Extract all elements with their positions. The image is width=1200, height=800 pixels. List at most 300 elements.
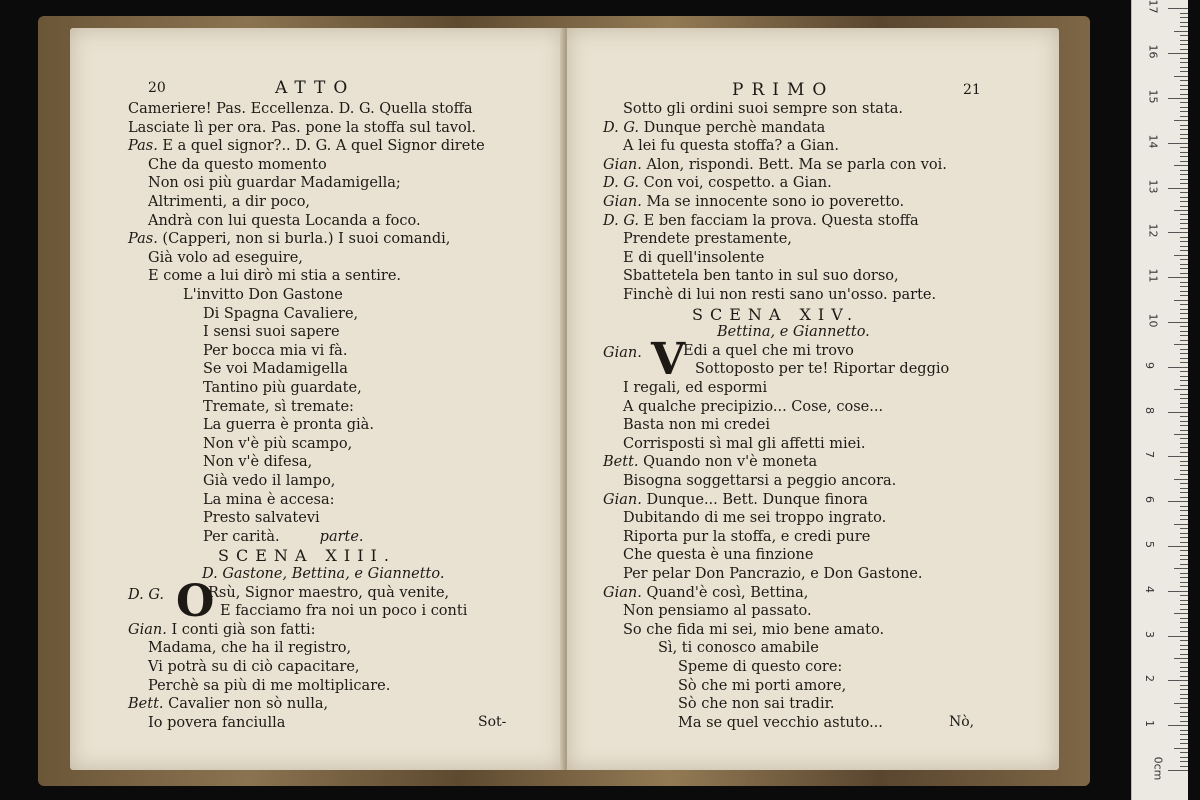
verse-line	[128, 695, 328, 713]
ruler-tick	[1168, 501, 1188, 502]
ruler-tick	[1180, 13, 1188, 14]
verse-text: Ma se innocente sono io poveretto.	[646, 194, 905, 210]
ruler-tick	[1174, 613, 1188, 614]
ruler-tick	[1180, 716, 1188, 717]
verse-line	[203, 509, 320, 527]
ruler-tick	[1180, 273, 1188, 274]
ruler-label: 5	[1143, 541, 1156, 548]
ruler-tick	[1180, 604, 1188, 605]
verse-line	[128, 100, 473, 118]
ruler-tick	[1180, 627, 1188, 628]
verse-line	[203, 416, 374, 434]
verse-line	[603, 491, 868, 509]
verse-line	[603, 174, 832, 192]
ruler-label: 11	[1146, 268, 1160, 283]
verse-line	[623, 546, 813, 564]
ruler-tick	[1180, 22, 1188, 23]
verse-line	[623, 100, 903, 118]
verse-text: Non v'è difesa,	[203, 454, 313, 471]
verse-line	[203, 491, 335, 509]
scene-characters: D. Gastone, Bettina, e Giannetto.	[202, 566, 445, 582]
ruler-tick	[1180, 89, 1188, 90]
verse-line	[603, 212, 919, 230]
verse-line: E facciamo fra noi un poco i conti	[220, 603, 468, 620]
verse-text: I conti già son fatti:	[171, 621, 316, 638]
speaker-label: Bett.	[128, 696, 169, 713]
ruler-tick	[1180, 519, 1188, 520]
ruler-tick	[1180, 44, 1188, 45]
ruler-tick	[1180, 358, 1188, 359]
verse-line	[623, 435, 865, 453]
running-head: ATTO	[275, 78, 356, 98]
verse-line	[603, 119, 825, 137]
verse-text: Dubitando di me sei troppo ingrato.	[623, 510, 887, 527]
ruler-tick	[1168, 8, 1188, 9]
ruler-tick	[1180, 237, 1188, 238]
verse-text: Già vedo il lampo,	[203, 473, 336, 489]
ruler-tick	[1180, 241, 1188, 242]
ruler-tick	[1180, 649, 1188, 650]
ruler-tick	[1180, 515, 1188, 516]
ruler-tick	[1168, 143, 1188, 144]
speaker-label: Bett.	[603, 454, 644, 471]
ruler-tick	[1180, 470, 1188, 471]
verse-line	[148, 677, 390, 695]
ruler-tick	[1180, 192, 1188, 193]
ruler-tick	[1180, 282, 1188, 283]
ruler-tick	[1180, 116, 1188, 117]
verse-text: Dunque perchè mandata	[643, 119, 826, 136]
ruler-label: 3	[1143, 630, 1156, 638]
ruler-tick	[1180, 102, 1188, 103]
ruler-label: 4	[1143, 585, 1156, 593]
verse-text: Alon, rispondi. Bett. Ma se parla con voi.	[646, 156, 947, 173]
ruler-tick	[1174, 76, 1188, 77]
verse-text: Già volo ad eseguire,	[148, 249, 303, 266]
verse-text: Non pensiamo al passato.	[623, 603, 812, 620]
ruler-tick	[1180, 380, 1188, 381]
speaker-label: Gian.	[603, 156, 647, 173]
verse-text: So che fida mi sei, mio bene amato.	[623, 621, 885, 638]
verse-line	[623, 416, 770, 434]
verse-line: Edi a quel che mi trovo	[683, 342, 854, 359]
verse-line	[623, 472, 896, 490]
ruler-label: 17	[1146, 0, 1160, 14]
verse-line	[128, 137, 485, 155]
ruler-tick	[1180, 730, 1188, 731]
verse-text: Non v'è più scampo,	[203, 435, 353, 452]
verse-text: Quando non v'è moneta	[643, 454, 818, 471]
ruler-tick	[1180, 58, 1188, 59]
ruler-tick	[1180, 407, 1188, 408]
verse-text: A lei fu questa stoffa? a Gian.	[623, 138, 839, 155]
ruler-tick	[1180, 129, 1188, 130]
ruler-tick	[1180, 537, 1188, 538]
ruler-tick	[1180, 228, 1188, 229]
ruler-tick	[1180, 67, 1188, 68]
verse-text: Sò che non sai tradir.	[678, 696, 835, 713]
ruler-tick	[1180, 125, 1188, 126]
ruler-tick	[1168, 367, 1188, 368]
verse-text: L'invitto Don Gastone	[183, 287, 343, 303]
ruler-tick	[1168, 232, 1188, 233]
ruler-label: 8	[1143, 406, 1156, 414]
verse-text: Che da questo momento	[148, 156, 327, 173]
ruler-tick	[1180, 156, 1188, 157]
verse-text: E ben facciam la prova. Questa stoffa	[643, 212, 919, 229]
ruler-tick	[1180, 398, 1188, 399]
ruler-tick	[1180, 443, 1188, 444]
ruler-label: 7	[1143, 451, 1156, 459]
ruler-tick	[1180, 573, 1188, 574]
verse-text: E come a lui dirò mi stia a sentire.	[148, 268, 402, 285]
ruler-tick	[1180, 528, 1188, 529]
ruler-tick	[1180, 161, 1188, 162]
verse-line: Sottoposto per te! Riportar deggio	[695, 361, 950, 378]
ruler-tick	[1180, 219, 1188, 220]
ruler-tick	[1174, 658, 1188, 659]
verse-text: Prendete prestamente,	[623, 231, 792, 248]
ruler-tick	[1180, 671, 1188, 672]
ruler-tick	[1180, 80, 1188, 81]
ruler-tick	[1180, 152, 1188, 153]
verse-line	[148, 212, 421, 230]
verse-text: Io povera fanciulla	[148, 714, 286, 731]
verse-text: La guerra è pronta già.	[203, 417, 374, 434]
verse-text: Altrimenti, a dir poco,	[148, 194, 311, 210]
ruler-tick	[1180, 250, 1188, 251]
verse-line	[623, 230, 792, 248]
ruler-tick	[1180, 425, 1188, 426]
ruler-tick	[1180, 510, 1188, 511]
verse-text: Cavalier non sò nulla,	[168, 696, 329, 713]
ruler-label: 6	[1143, 496, 1156, 504]
ruler-tick	[1180, 662, 1188, 663]
verse-text: Corrisposti sì mal gli affetti miei.	[623, 435, 866, 452]
verse-line	[623, 249, 764, 267]
ruler-label: 14	[1146, 134, 1160, 149]
ruler-label: 15	[1146, 89, 1160, 104]
ruler-tick	[1180, 223, 1188, 224]
speaker-label: Gian.	[128, 621, 172, 638]
page-number: 21	[963, 82, 981, 98]
ruler-tick	[1180, 667, 1188, 668]
ruler-tick	[1180, 326, 1188, 327]
ruler-tick	[1168, 188, 1188, 189]
verse-text: A qualche precipizio... Cose, cose...	[623, 398, 884, 415]
ruler-tick	[1180, 452, 1188, 453]
verse-line	[148, 249, 303, 267]
ruler-tick	[1180, 335, 1188, 336]
ruler-tick	[1180, 743, 1188, 744]
verse-text: Bisogna soggettarsi a peggio ancora.	[623, 473, 897, 489]
verse-text: Lasciate lì per ora. Pas. pone la stoffa sul tavol.	[128, 119, 477, 136]
ruler-tick	[1180, 542, 1188, 543]
verse-text: Per carità.	[203, 528, 280, 545]
ruler-tick	[1180, 698, 1188, 699]
verse-line	[603, 193, 904, 211]
ruler-label: 0cm	[1151, 756, 1165, 781]
ruler-tick	[1180, 259, 1188, 260]
verse-line	[203, 379, 362, 397]
verse-line	[203, 472, 335, 490]
ruler-tick	[1180, 385, 1188, 386]
drop-cap: V	[651, 333, 686, 385]
speaker-label: Gian.	[603, 584, 647, 601]
ruler-tick	[1180, 752, 1188, 753]
verse-line	[148, 658, 360, 676]
ruler-tick	[1180, 40, 1188, 41]
ruler-tick	[1174, 568, 1188, 569]
ruler-tick	[1174, 434, 1188, 435]
ruler-tick	[1180, 71, 1188, 72]
ruler-tick	[1180, 550, 1188, 551]
speaker-label: Pas.	[128, 231, 163, 248]
speaker-label: D. G.	[603, 119, 644, 136]
scene-title: SCENA XIV.	[692, 304, 860, 324]
verse-line	[603, 453, 817, 471]
ruler-label: 12	[1146, 223, 1160, 238]
ruler-tick	[1180, 447, 1188, 448]
ruler-tick	[1180, 349, 1188, 350]
ruler-tick	[1180, 483, 1188, 484]
ruler-tick	[1168, 412, 1188, 413]
verse-line	[623, 509, 886, 527]
measuring-ruler	[1131, 0, 1188, 800]
ruler-tick	[1180, 712, 1188, 713]
verse-line	[203, 398, 354, 416]
ruler-tick	[1174, 748, 1188, 749]
verse-line	[678, 658, 842, 676]
verse-text: Ma se quel vecchio astuto...	[678, 714, 883, 731]
verse-text: Di Spagna Cavaliere,	[203, 305, 359, 322]
ruler-tick	[1180, 707, 1188, 708]
ruler-tick	[1180, 170, 1188, 171]
ruler-tick	[1180, 559, 1188, 560]
verse-text: Presto salvatevi	[203, 510, 320, 527]
ruler-tick	[1180, 246, 1188, 247]
verse-text: Tantino più guardate,	[203, 380, 362, 396]
ruler-tick	[1180, 107, 1188, 108]
verse-text: Finchè di lui non resti sano un'osso. parte.	[623, 287, 937, 303]
ruler-tick	[1180, 600, 1188, 601]
ruler-tick	[1180, 94, 1188, 95]
ruler-tick	[1180, 304, 1188, 305]
ruler-tick	[1180, 618, 1188, 619]
verse-line	[623, 621, 884, 639]
ruler-tick	[1180, 286, 1188, 287]
ruler-tick	[1168, 636, 1188, 637]
ruler-tick	[1180, 371, 1188, 372]
ruler-tick	[1180, 309, 1188, 310]
ruler-tick	[1180, 35, 1188, 36]
verse-text: Per bocca mia vi fà.	[203, 342, 348, 359]
ruler-tick	[1180, 506, 1188, 507]
verse-line	[183, 286, 343, 304]
verse-text: Se voi Madamigella	[203, 361, 348, 378]
ruler-tick	[1180, 214, 1188, 215]
running-head: PRIMO	[732, 80, 835, 100]
ruler-tick	[1168, 53, 1188, 54]
ruler-tick	[1180, 416, 1188, 417]
ruler-tick	[1180, 134, 1188, 135]
ruler-tick	[1168, 277, 1188, 278]
ruler-tick	[1180, 766, 1188, 767]
speaker-label: D. G.	[603, 212, 644, 229]
verse-text: Quand'è così, Bettina,	[646, 584, 809, 601]
ruler-tick	[1180, 488, 1188, 489]
ruler-tick	[1180, 17, 1188, 18]
verse-text: Cameriere! Pas. Eccellenza. D. G. Quella stoffa	[128, 101, 473, 117]
ruler-tick	[1180, 595, 1188, 596]
ruler-tick	[1180, 577, 1188, 578]
speaker-label: Gian.	[603, 491, 647, 508]
ruler-tick	[1174, 300, 1188, 301]
ruler-tick	[1180, 555, 1188, 556]
ruler-tick	[1180, 138, 1188, 139]
ruler-tick	[1168, 98, 1188, 99]
verse-text: Perchè sa più di me moltiplicare.	[148, 677, 391, 694]
ruler-tick	[1180, 111, 1188, 112]
ruler-tick	[1180, 631, 1188, 632]
verse-text: Dunque... Bett. Dunque finora	[646, 491, 868, 508]
verse-line	[623, 267, 899, 285]
ruler-tick	[1180, 586, 1188, 587]
verse-text: Sotto gli ordini suoi sempre son stata.	[623, 101, 904, 117]
ruler-tick	[1180, 640, 1188, 641]
speaker-label: Pas.	[128, 138, 163, 155]
verse-line: Rsù, Signor maestro, quà venite,	[208, 584, 450, 601]
ruler-tick	[1180, 206, 1188, 207]
speaker-label: Gian.	[603, 344, 642, 361]
verse-line	[623, 602, 812, 620]
ruler-tick	[1180, 739, 1188, 740]
verse-line	[658, 639, 819, 657]
right-page	[567, 28, 1059, 770]
verse-line	[203, 528, 364, 546]
verse-text: Madama, che ha il registro,	[148, 640, 352, 657]
ruler-tick	[1174, 165, 1188, 166]
verse-text: Sbattetela ben tanto in sul suo dorso,	[623, 268, 899, 285]
verse-text: La mina è accesa:	[203, 491, 335, 508]
verse-line	[148, 267, 401, 285]
ruler-tick	[1180, 761, 1188, 762]
ruler-tick	[1180, 461, 1188, 462]
ruler-tick	[1180, 685, 1188, 686]
ruler-tick	[1174, 344, 1188, 345]
ruler-tick	[1180, 353, 1188, 354]
ruler-tick	[1180, 403, 1188, 404]
ruler-tick	[1180, 147, 1188, 148]
ruler-tick	[1168, 591, 1188, 592]
verse-text: E a quel signor?.. D. G. A quel Signor direte	[162, 138, 485, 155]
ruler-tick	[1180, 694, 1188, 695]
speaker-label: D. G.	[128, 586, 165, 603]
ruler-label: 16	[1146, 44, 1160, 59]
ruler-tick	[1180, 421, 1188, 422]
verse-text: Per pelar Don Pancrazio, e Don Gastone.	[623, 566, 923, 582]
ruler-tick	[1174, 255, 1188, 256]
verse-line	[603, 156, 947, 174]
ruler-label: 13	[1146, 179, 1160, 194]
verse-text: Riporta pur la stoffa, e credi pure	[623, 528, 871, 545]
ruler-tick	[1168, 456, 1188, 457]
verse-line	[203, 342, 347, 360]
verse-line	[203, 435, 352, 453]
ruler-tick	[1180, 609, 1188, 610]
ruler-tick	[1180, 174, 1188, 175]
ruler-tick	[1174, 479, 1188, 480]
scene-title: SCENA XIII.	[218, 546, 396, 566]
ruler-label: 9	[1143, 361, 1156, 369]
speaker-label: Gian.	[603, 194, 647, 210]
verse-text: Andrà con lui questa Locanda a foco.	[148, 212, 421, 229]
ruler-tick	[1180, 362, 1188, 363]
ruler-label: 10	[1146, 313, 1160, 328]
ruler-tick	[1168, 725, 1188, 726]
ruler-tick	[1180, 313, 1188, 314]
verse-line	[203, 323, 340, 341]
ruler-tick	[1180, 676, 1188, 677]
verse-text: Con voi, cospetto. a Gian.	[643, 175, 832, 192]
ruler-tick	[1174, 389, 1188, 390]
verse-text: (Capperi, non si burla.) I suoi comandi,	[162, 231, 451, 248]
ruler-tick	[1180, 564, 1188, 565]
verse-line	[128, 119, 476, 137]
ruler-tick	[1180, 295, 1188, 296]
verse-line	[203, 453, 312, 471]
ruler-tick	[1174, 120, 1188, 121]
verse-text: Tremate, sì tremate:	[203, 398, 354, 415]
ruler-tick	[1180, 430, 1188, 431]
verse-line	[623, 137, 839, 155]
ruler-tick	[1180, 622, 1188, 623]
ruler-label: 1	[1143, 720, 1156, 728]
catchword: Nò,	[949, 713, 975, 730]
ruler-tick	[1180, 438, 1188, 439]
ruler-tick	[1180, 85, 1188, 86]
ruler-tick	[1174, 703, 1188, 704]
verse-line	[148, 174, 401, 192]
verse-line	[148, 639, 351, 657]
ruler-tick	[1180, 474, 1188, 475]
ruler-tick	[1180, 533, 1188, 534]
ruler-tick	[1180, 689, 1188, 690]
ruler-tick	[1180, 340, 1188, 341]
verse-text: Sò che mi porti amore,	[678, 677, 847, 694]
verse-text: Speme di questo core:	[678, 659, 843, 675]
ruler-tick	[1180, 331, 1188, 332]
ruler-tick	[1180, 26, 1188, 27]
ruler-tick	[1168, 770, 1188, 771]
ruler-tick	[1180, 394, 1188, 395]
verse-text: Non osi più guardar Madamigella;	[148, 175, 401, 192]
page-number: 20	[148, 80, 166, 96]
ruler-tick	[1180, 49, 1188, 50]
ruler-tick	[1180, 721, 1188, 722]
verse-line	[678, 714, 883, 732]
stage-direction: parte.	[319, 528, 364, 545]
verse-line	[148, 714, 285, 732]
verse-line	[128, 230, 450, 248]
ruler-tick	[1180, 645, 1188, 646]
drop-cap: O	[176, 575, 215, 627]
left-page	[70, 28, 564, 770]
ruler-tick	[1174, 31, 1188, 32]
verse-text: Che questa è una finzione	[623, 547, 814, 564]
verse-line	[203, 305, 358, 323]
ruler-tick	[1180, 376, 1188, 377]
